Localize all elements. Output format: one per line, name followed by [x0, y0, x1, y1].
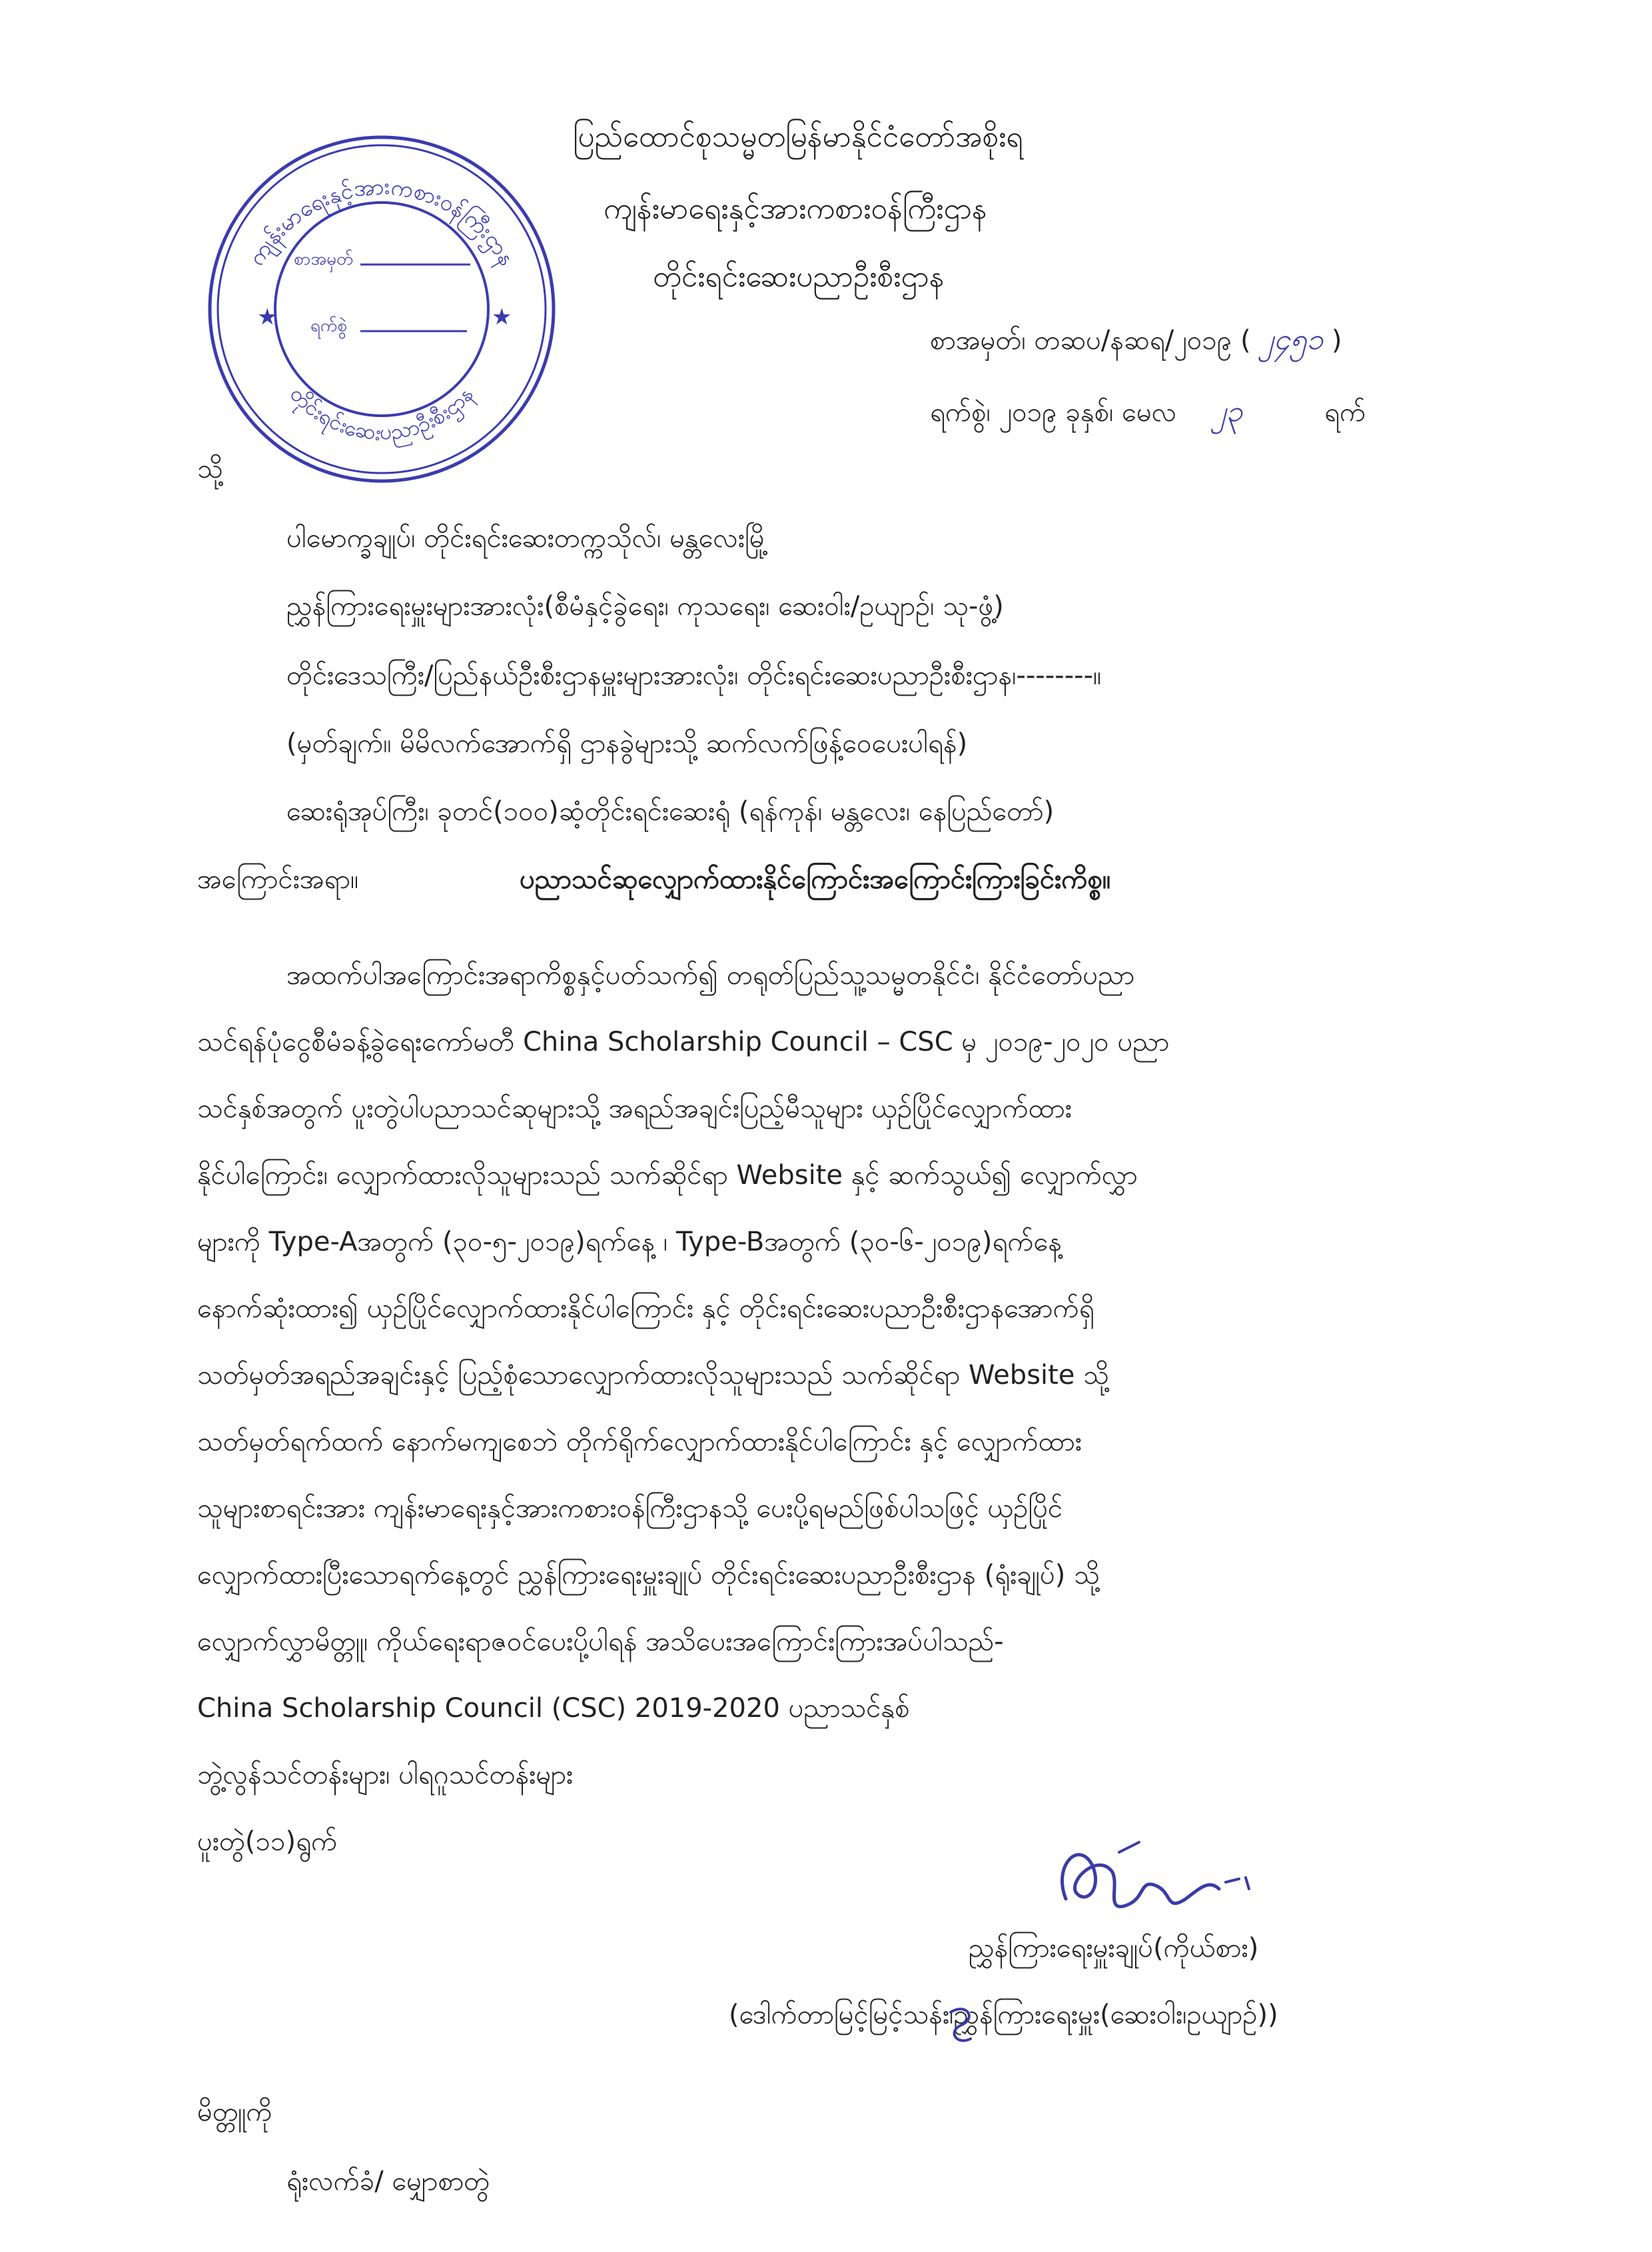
official-seal-stamp [204, 131, 560, 487]
attachment-count: ပူးတွဲ(၁၁)ရွက် [197, 1826, 338, 1857]
body-line: သတ်မှတ်အရည်အချင်းနှင့် ပြည့်စုံသောလျှောက်ထားလိုသူများသည် သက်ဆိုင်ရာ Website သို့ [197, 1360, 1109, 1391]
body-line: လျှောက်ထားပြီးသောရက်နေ့တွင် ညွှန်ကြားရေးမှူးချုပ် တိုင်းရင်းဆေးပညာဦးစီးဌာန (ရုံးချုပ်) သို့ [197, 1560, 1100, 1590]
signatory-role: ညွှန်ကြားရေးမှူးချုပ်(ကိုယ်စား) [969, 1933, 1259, 1964]
reference-number-text: စာအမှတ်၊ တဆပ/နဆရ/၂၀၁၉ ( [930, 325, 1251, 356]
header-department: တိုင်းရင်းဆေးပညာဦးစီးဌာန [653, 260, 945, 294]
copy-to-item: ရုံးလက်ခံ/ မျှောစာတွဲ [286, 2166, 490, 2197]
reference-number-close: ) [1332, 325, 1342, 356]
body-line: သင်နှစ်အတွက် ပူးတွဲပါပညာသင်ဆုများသို့ အရည်အချင်းပြည့်မီသူများ ယှဉ်ပြိုင်လျှောက်ထား [197, 1093, 1072, 1124]
recipient-line: တိုင်းဒေသကြီး/ပြည်နယ်ဦးစီးဌာနမှူးများအားလုံး၊ တိုင်းရင်းဆေးပညာဦးစီးဌာန၊--------။ [286, 660, 1102, 691]
subject-text: ပညာသင်ဆုလျှောက်ထားနိုင်ကြောင်းအကြောင်းကြားခြင်းကိစ္စ။ [520, 864, 1111, 895]
reference-date-text: ရက်စွဲ၊ ၂၀၁၉ ခုနှစ်၊ မေလ [930, 397, 1177, 428]
recipient-line: ပါမောက္ခချုပ်၊ တိုင်းရင်းဆေးတက္ကသိုလ်၊ မန္တလေးမြို့ [286, 523, 769, 554]
copy-to-label: မိတ္တူကို [197, 2097, 272, 2127]
signatory-name: (ဒေါက်တာမြင့်မြင့်သန်း၊ညွှန်ကြားရေးမှူး(ဆေးဝါး၊ဥယျာဉ်)) [729, 1999, 1278, 2030]
body-line: သတ်မှတ်ရက်ထက် နောက်မကျစေဘဲ တိုက်ရိုက်လျှောက်ထားနိုင်ပါကြောင်း နှင့် လျှောက်ထား [197, 1426, 1082, 1457]
reference-number [930, 322, 1342, 358]
header-government: ပြည်ထောင်စုသမ္မတမြန်မာနိုင်ငံတော်အစိုးရ [573, 120, 1023, 154]
body-line: နိုင်ပါကြောင်း၊ လျှောက်ထားလိုသူများသည် သက်ဆိုင်ရာ Website နှင့် ဆက်သွယ်၍ လျှောက်လွှာ [197, 1160, 1138, 1191]
recipient-line: ညွှန်ကြားရေးမှူးများအားလုံး(စီမံနှင့်ခွဲရေး၊ ကုသရေး၊ ဆေးဝါး/ဥယျာဉ်၊ သု-ဖွံ့) [286, 591, 1004, 622]
body-line: များကို Type-Aအတွက် (၃၀-၅-၂၀၁၉)ရက်နေ့ ၊ Type-Bအတွက် (၃၀-၆-၂၀၁၉)ရက်နေ့ [197, 1227, 1062, 1257]
svg-text:★: ★ [492, 304, 512, 330]
svg-text:★: ★ [257, 304, 278, 330]
to-label: သို့ [197, 454, 223, 484]
handwritten-initial [941, 1999, 987, 2052]
body-line: အထက်ပါအကြောင်းအရာကိစ္စနှင့်ပတ်သက်၍ တရုတ်ပြည်သူ့သမ္မတနိုင်ငံ၊ နိုင်ငံတော်ပညာ [286, 960, 1135, 991]
reference-date [930, 394, 1366, 430]
reference-number-handwritten: ၂၄၅၁ [1259, 322, 1324, 356]
body-line: လျှောက်လွှာမိတ္တူ၊ ကိုယ်ရေးရာဇဝင်ပေးပို့ပါရန် အသိပေးအကြောင်းကြားအပ်ပါသည်- [197, 1626, 1004, 1657]
recipient-note: (မှတ်ချက်။ မိမိလက်အောက်ရှိ ဌာနခွဲများသို့ ဆက်လက်ဖြန့်ဝေပေးပါရန်) [286, 728, 968, 759]
attachment-line: ဘွဲ့လွန်သင်တန်းများ၊ ပါရဂူသင်တန်းများ [197, 1760, 574, 1790]
body-line: သင်ရန်ပုံငွေစီမံခန့်ခွဲရေးကော်မတီ China Scholarship Council – CSC မှ ၂၀၁၉-၂၀၂၀ ပညာ [197, 1027, 1170, 1057]
body-line: သူများစာရင်းအား ကျန်းမာရေးနှင့်အားကစားဝန်ကြီးဌာနသို့ ပေးပို့ရမည်ဖြစ်ပါသဖြင့် ယှဉ်ပြိုင် [197, 1493, 1063, 1524]
handwritten-signature [1039, 1826, 1259, 1932]
reference-date-suffix: ရက် [1324, 397, 1366, 428]
recipient-line: ဆေးရုံအုပ်ကြီး၊ ခုတင်(၁၀၀)ဆံ့တိုင်းရင်းဆေးရုံ (ရန်ကုန်၊ မန္တလေး၊ နေပြည်တော်) [286, 796, 1054, 827]
subject-label: အကြောင်းအရာ။ [197, 864, 359, 895]
svg-text:ကျန်းမာရေးနှင့်အားကစားဝန်ကြီးဌ: ကျန်းမာရေးနှင့်အားကစားဝန်ကြီးဌာန [242, 173, 521, 271]
reference-date-handwritten: ၂၃ [1212, 394, 1243, 428]
svg-text:ရက်စွဲ: ရက်စွဲ [310, 316, 347, 336]
svg-text:တိုင်းရင်းဆေးပညာဦးစီးဌာန: တိုင်းရင်းဆေးပညာဦးစီးဌာန [284, 381, 478, 446]
body-line: နောက်ဆုံးထား၍ ယှဉ်ပြိုင်လျှောက်ထားနိုင်ပါကြောင်း နှင့် တိုင်းရင်းဆေးပညာဦးစီးဌာနအောက်ရှိ [197, 1293, 1094, 1324]
header-ministry: ကျန်းမာရေးနှင့်အားကစားဝန်ကြီးဌာန [604, 192, 987, 226]
attachment-line: China Scholarship Council (CSC) 2019-2020 ပညာသင်နှစ် [197, 1693, 910, 1724]
svg-text:စာအမှတ်: စာအမှတ် [294, 249, 354, 269]
